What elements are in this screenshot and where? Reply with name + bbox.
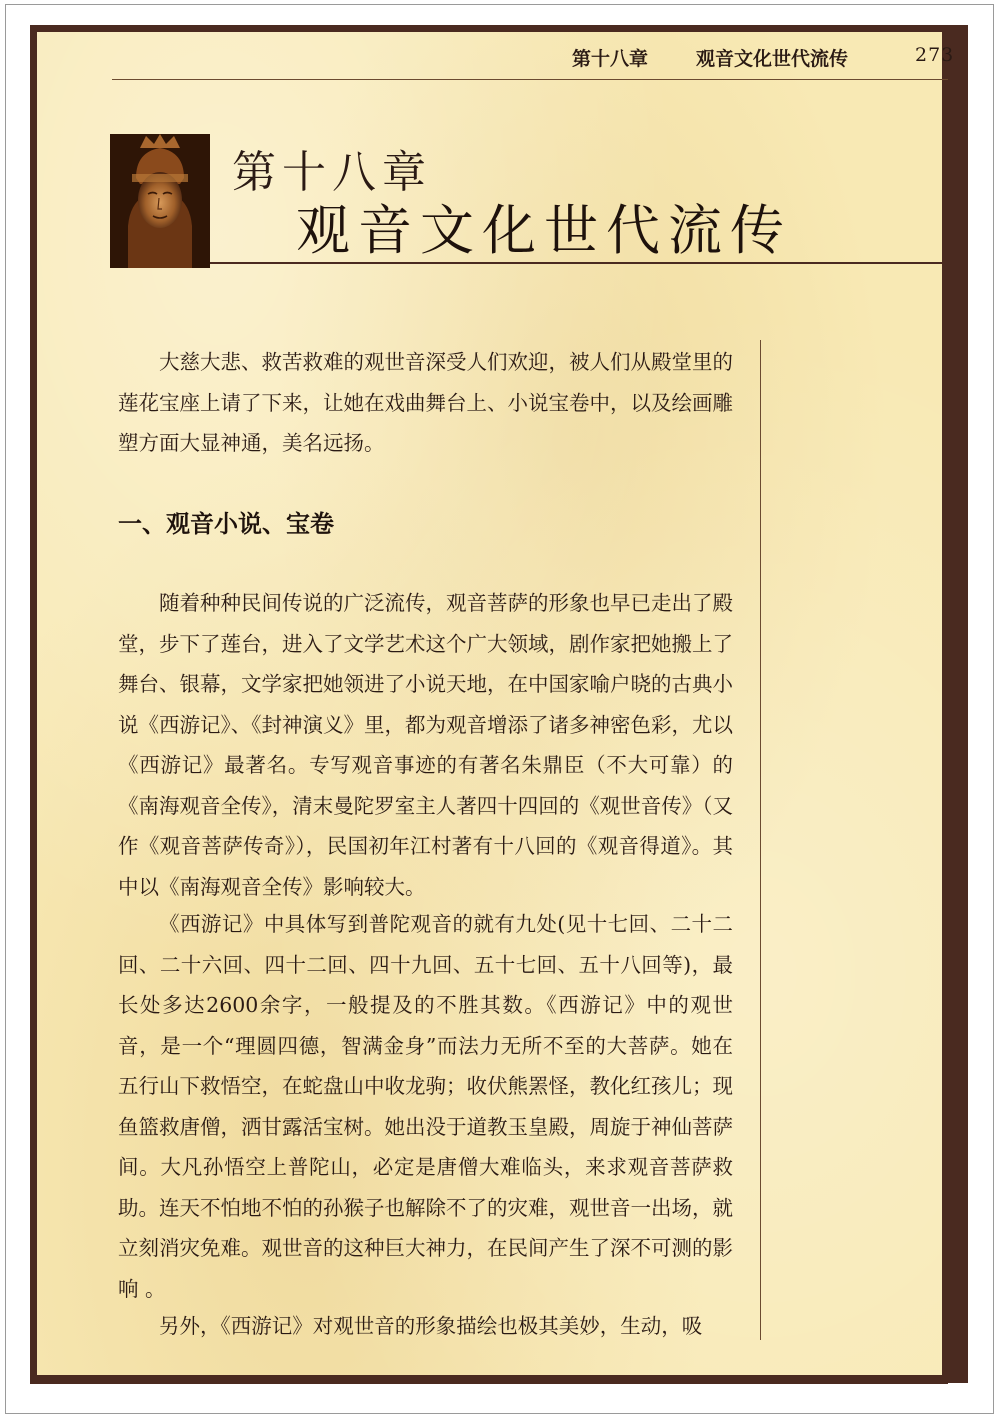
chapter-label: 第十八章 <box>232 147 432 198</box>
chapter-title: 观音文化世代流传 <box>296 199 792 262</box>
intro-paragraph: 大慈大悲、救苦救难的观世音深受人们欢迎，被人们从殿堂里的莲花宝座上请了下来，让她在戏曲舞台上、小说宝卷中，以及绘画雕塑方面大显神通，美名远扬。 <box>118 350 733 455</box>
page-number: 273 <box>915 44 955 66</box>
header-chapter: 第十八章 <box>572 48 649 70</box>
header-title: 观音文化世代流传 <box>696 48 849 70</box>
section-heading: 一、观音小说、宝卷 <box>118 510 334 538</box>
header-divider <box>112 79 948 80</box>
body-paragraph-2: 《西游记》中具体写到普陀观音的就有九处(见十七回、二十二回、二十六回、四十二回、四十九回、五十七回、五十八回等)，最长处多达2600余字，一般提及的不胜其数。《西游记》中的观世音，是一个“理圆四德，智满金身”而法力无所不至的大菩萨。她在五行山下救悟空，在蛇盘山中收龙驹；收伏熊罴怪，教化红孩儿；现鱼篮救唐僧，洒甘露活宝树。她出没于道教玉皇殿，周旋于神仙菩萨间。大凡孙悟空上普陀山，必定是唐僧大难临头，来求观音菩萨救助。连天不怕地不怕的孙猴子也解除不了的灾难，观世音一出场，就立刻消灾免难。观世音的这种巨大神力，在民间产生了深不可测的影响 。 <box>118 912 733 1301</box>
margin-rule <box>760 340 761 1340</box>
running-header <box>572 44 955 70</box>
frame-edge-right <box>948 25 968 1383</box>
body-paragraph-1: 随着种种民间传说的广泛流传，观音菩萨的形象也早已走出了殿堂，步下了莲台，进入了文学艺术这个广大领域，剧作家把她搬上了舞台、银幕，文学家把她领进了小说天地，在中国家喻户晓的古典小说《西游记》、《封神演义》里，都为观音增添了诸多神密色彩，尤以《西游记》最著名。专写观音事迹的有著名朱鼎臣（不大可靠）的《南海观音全传》，清末曼陀罗室主人著四十四回的《观世音传》（又作《观音菩萨传奇》），民国初年江村著有十八回的《观音得道》。其中以《南海观音全传》影响较大。 <box>118 591 733 899</box>
guanyin-statue-image <box>110 134 210 268</box>
frame-edge-bottom <box>30 1375 968 1383</box>
body-paragraph-3: 另外，《西游记》对观世音的形象描绘也极其美妙，生动，吸 <box>159 1314 703 1338</box>
guanyin-statue-icon <box>110 134 210 268</box>
